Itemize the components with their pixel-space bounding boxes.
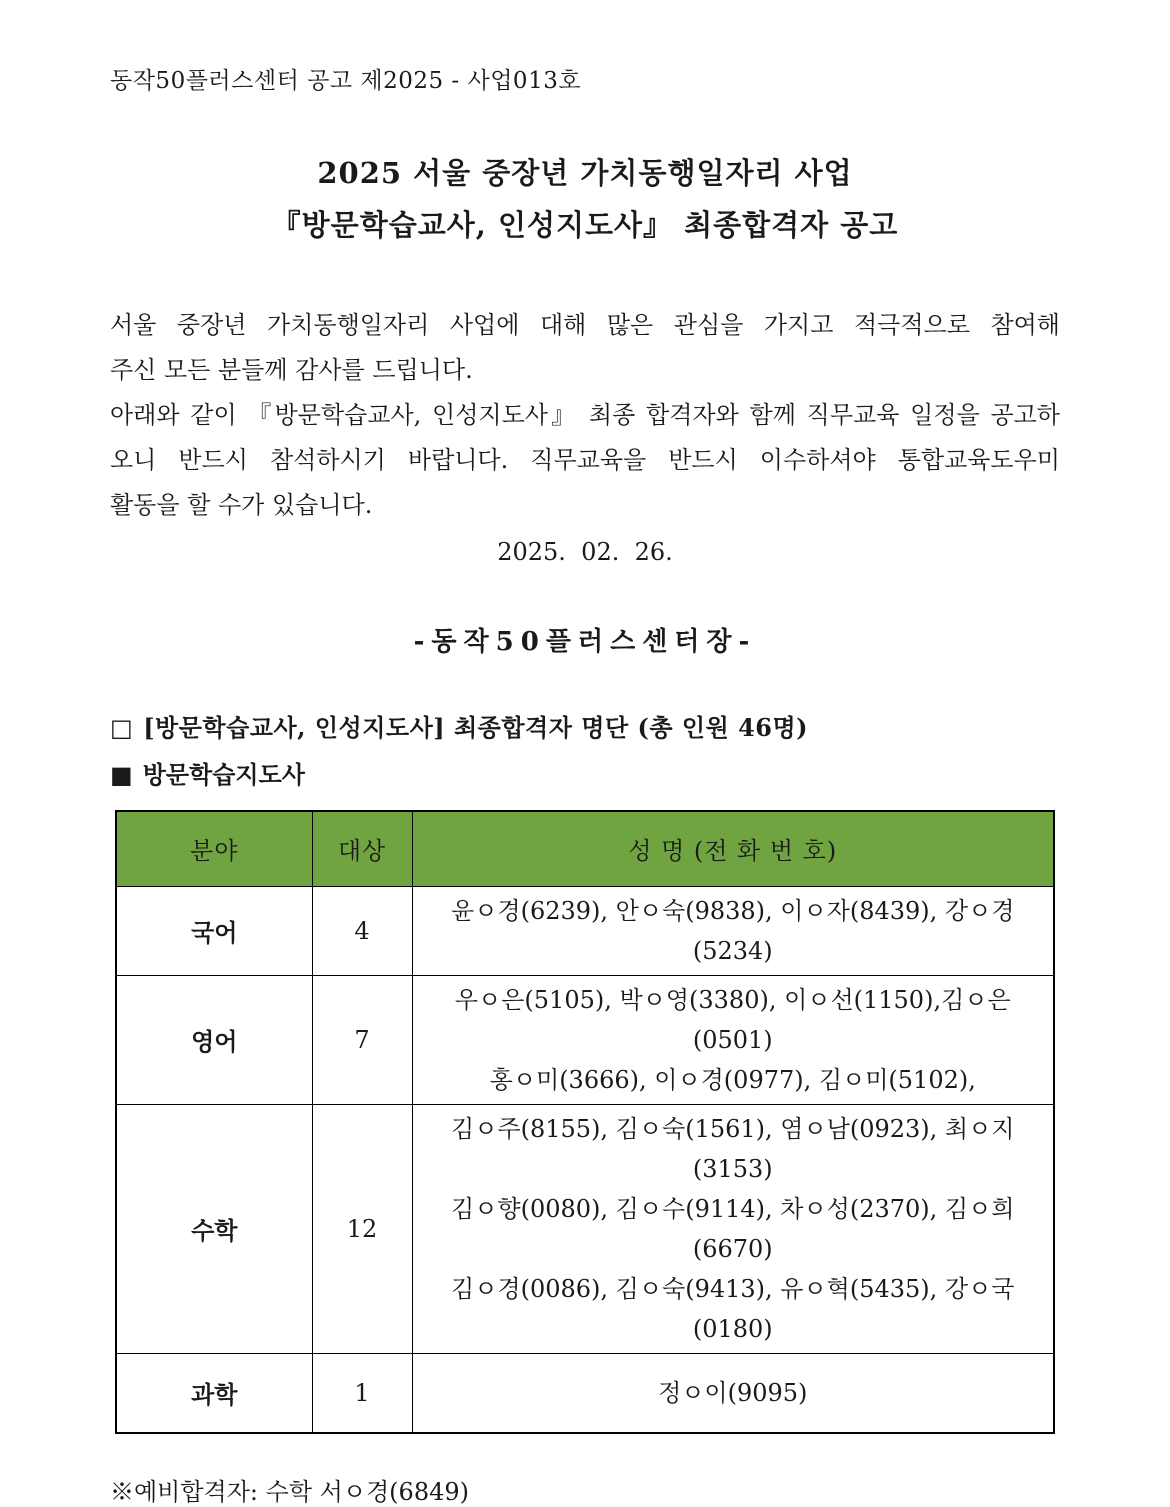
table-row bbox=[116, 1353, 1054, 1433]
name-line: 정ㅇ이(9095) bbox=[658, 1378, 808, 1407]
names-cell bbox=[412, 1353, 1054, 1433]
roster-table bbox=[115, 810, 1055, 1434]
table-row bbox=[116, 1104, 1054, 1353]
footnote: ※예비합격자: 수학 서ㅇ경(6849) bbox=[110, 1478, 469, 1506]
paragraph2-line2: 오니 반드시 참석하시기 바랍니다. 직무교육을 반드시 이수하셔야 통합교육도우미 bbox=[110, 446, 1060, 474]
name-line: 윤ㅇ경(6239), 안ㅇ숙(9838), 이ㅇ자(8439), 강ㅇ경(5234) bbox=[451, 896, 1015, 965]
filled-square-icon: ■ bbox=[110, 760, 133, 789]
header-cell-names: 성 명 (전 화 번 호) bbox=[412, 811, 1054, 886]
header-cell-count: 대상 bbox=[312, 811, 412, 886]
name-line: 김ㅇ향(0080), 김ㅇ수(9114), 차ㅇ성(2370), 김ㅇ희(6670) bbox=[451, 1194, 1015, 1263]
count-cell: 7 bbox=[312, 975, 412, 1104]
section-title-text: [방문학습교사, 인성지도사] 최종합격자 명단 (총 인원 46명) bbox=[143, 713, 809, 742]
paragraph1-line1: 서울 중장년 가치동행일자리 사업에 대해 많은 관심을 가지고 적극적으로 참여해 bbox=[110, 311, 1060, 339]
field-cell: 영어 bbox=[116, 975, 312, 1104]
body-text bbox=[110, 303, 1060, 575]
title-block bbox=[110, 147, 1060, 251]
table-row bbox=[116, 975, 1054, 1104]
section-title bbox=[110, 708, 1060, 743]
count-cell: 1 bbox=[312, 1353, 412, 1433]
name-line: 김ㅇ경(0086), 김ㅇ숙(9413), 유ㅇ혁(5435), 강ㅇ국(0180) bbox=[451, 1274, 1015, 1343]
signer: -동작50플러스센터장- bbox=[413, 627, 757, 657]
paragraph2-line1: 아래와 같이 『방문학습교사, 인성지도사』 최종 합격자와 함께 직무교육 일정을 공고하 bbox=[110, 401, 1060, 429]
name-line: 홍ㅇ미(3666), 이ㅇ경(0977), 김ㅇ미(5102), bbox=[489, 1065, 976, 1094]
table-row bbox=[116, 886, 1054, 975]
empty-square-icon: □ bbox=[110, 713, 134, 742]
names-cell bbox=[412, 1104, 1054, 1353]
field-cell: 국어 bbox=[116, 886, 312, 975]
title-line-1: 2025 서울 중장년 가치동행일자리 사업 bbox=[317, 156, 853, 190]
title-line-2: 『방문학습교사, 인성지도사』 최종합격자 공고 bbox=[271, 208, 899, 242]
doc-number: 동작50플러스센터 공고 제2025 - 사업013호 bbox=[110, 68, 582, 94]
count-cell: 12 bbox=[312, 1104, 412, 1353]
subsection-title bbox=[110, 755, 1060, 790]
field-cell: 과학 bbox=[116, 1353, 312, 1433]
names-cell bbox=[412, 975, 1054, 1104]
names-cell bbox=[412, 886, 1054, 975]
paragraph2-line3: 활동을 할 수가 있습니다. bbox=[110, 491, 373, 519]
table-header-row bbox=[116, 811, 1054, 886]
count-cell: 4 bbox=[312, 886, 412, 975]
name-line: 우ㅇ은(5105), 박ㅇ영(3380), 이ㅇ선(1150),김ㅇ은(0501) bbox=[454, 985, 1011, 1054]
header-cell-field: 분야 bbox=[116, 811, 312, 886]
name-line: 김ㅇ주(8155), 김ㅇ숙(1561), 염ㅇ남(0923), 최ㅇ지(3153) bbox=[451, 1114, 1015, 1183]
announcement-date: 2025. 02. 26. bbox=[497, 538, 673, 566]
field-cell: 수학 bbox=[116, 1104, 312, 1353]
subsection-title-text: 방문학습지도사 bbox=[142, 760, 305, 789]
paragraph1-line2: 주신 모든 분들께 감사를 드립니다. bbox=[110, 356, 473, 384]
